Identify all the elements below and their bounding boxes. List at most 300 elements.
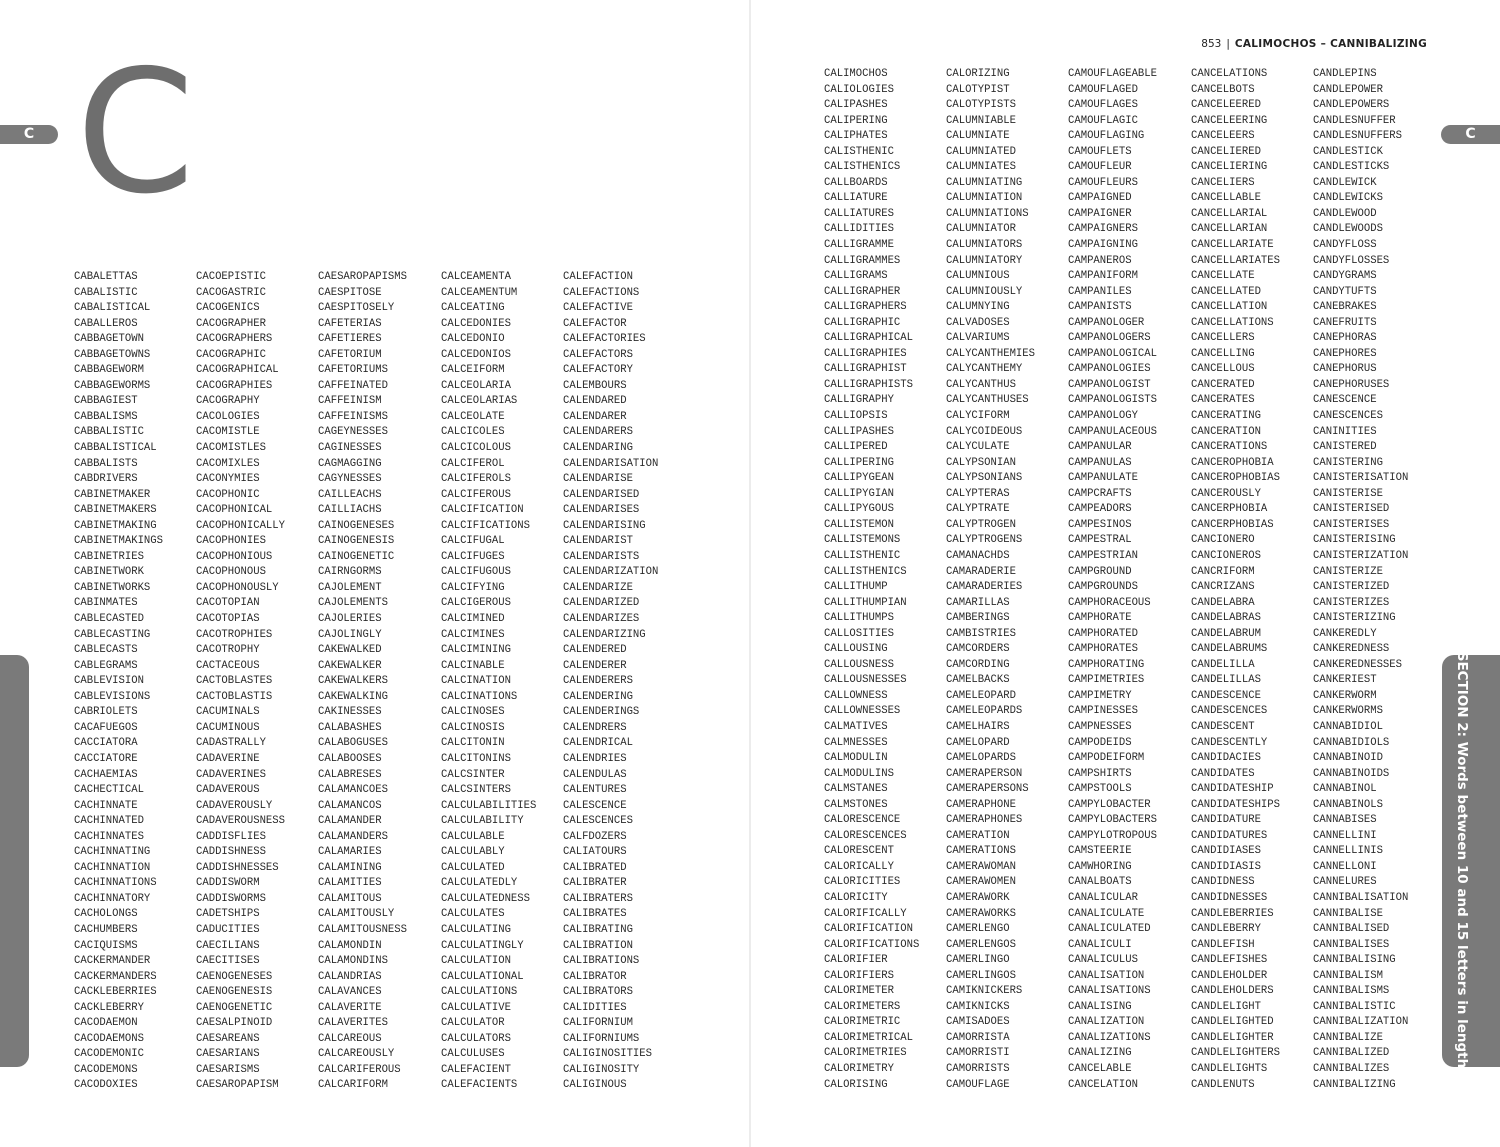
word-entry: CALCULATEDLY — [441, 877, 518, 890]
word-entry: CALAMARIES — [318, 846, 382, 859]
word-entry: CAMANACHDS — [946, 549, 1010, 562]
word-entry: CALCULATIONS — [441, 986, 518, 999]
word-entry: CALLITHUMP — [824, 581, 888, 594]
word-entry: CACOTOPIAS — [196, 613, 260, 626]
word-entry: CALAVERITE — [318, 1001, 382, 1014]
word-entry: CALIDITIES — [563, 1001, 627, 1014]
word-entry: CANNIBALIZING — [1313, 1078, 1396, 1091]
word-entry: CAMPHORATED — [1068, 627, 1138, 640]
word-entry: CANALISATIONS — [1068, 985, 1151, 998]
word-entry: CACOGASTRIC — [196, 286, 266, 299]
word-entry: CALESCENCES — [563, 815, 633, 828]
word-entry: CADDISHNESSES — [196, 861, 279, 874]
word-entry: CAESAREANS — [196, 1032, 260, 1045]
word-entry: CACHOLONGS — [74, 908, 138, 921]
word-entry: CALYCIFORM — [946, 410, 1010, 423]
word-entry: CACOTOPIAN — [196, 597, 260, 610]
word-entry: CAJOLERIES — [318, 613, 382, 626]
word-entry: CANNABINOL — [1313, 783, 1377, 796]
word-entry: CALIBRATES — [563, 908, 627, 921]
word-entry: CALCIMINING — [441, 644, 511, 657]
word-entry: CAMPAIGNERS — [1068, 223, 1138, 236]
word-entry: CABLECASTS — [74, 644, 138, 657]
word-entry: CALEFACTORY — [563, 364, 633, 377]
word-entry: CACHAEMIAS — [74, 768, 138, 781]
word-entry: CANCELLATION — [1191, 301, 1268, 314]
word-entry: CAMOUFLAGEABLE — [1068, 68, 1158, 80]
word-entry: CACOPHONIES — [196, 535, 266, 548]
word-entry: CANCELLATIONS — [1191, 316, 1274, 329]
word-entry: CALCULATED — [441, 861, 505, 874]
word-entry: CANCERPHOBIAS — [1191, 518, 1274, 531]
word-entry: CAMPANOLOGIST — [1068, 378, 1151, 391]
word-entry: CAMPYLOBACTER — [1068, 798, 1151, 811]
word-entry: CAESARISMS — [196, 1063, 260, 1076]
word-entry: CANDLEWICK — [1313, 176, 1377, 189]
word-entry: CANDLEWOOD — [1313, 207, 1377, 220]
word-entry: CALYPTROGENS — [946, 534, 1023, 547]
word-entry: CALORICITY — [824, 891, 888, 904]
word-entry: CALCEIFORM — [441, 364, 505, 377]
word-entry: CANISTERIZING — [1313, 612, 1396, 625]
word-entry: CACOPHONICAL — [196, 504, 273, 517]
word-entry: CANDIDATURES — [1191, 829, 1268, 842]
word-entry: CAMPESTRAL — [1068, 534, 1132, 547]
word-entry: CAMPHORATE — [1068, 612, 1132, 625]
word-entry: CAMPANULAR — [1068, 441, 1132, 454]
word-entry: CANDLEFISHES — [1191, 954, 1268, 967]
word-entry: CANDLEBERRIES — [1191, 907, 1274, 920]
word-entry: CAMERAWORK — [946, 891, 1010, 904]
word-entry: CALEFACTIONS — [563, 286, 640, 299]
word-entry: CAMPHORATES — [1068, 643, 1138, 656]
word-entry: CAKEWALKING — [318, 690, 388, 703]
word-entry: CALLIPYGIAN — [824, 487, 894, 500]
word-entry: CALCINATION — [441, 675, 511, 688]
word-entry: CANDELABRA — [1191, 596, 1255, 609]
word-entry: CANNELLINI — [1313, 829, 1377, 842]
word-entry: CALCIGEROUS — [441, 597, 511, 610]
word-entry: CAMOUFLEURS — [1068, 176, 1138, 189]
word-entry: CACKLEBERRY — [74, 1001, 144, 1014]
word-entry: CALLIGRAPHICAL — [824, 332, 914, 345]
word-entry: CALEMBOURS — [563, 379, 627, 392]
word-entry: CALEFACTORIES — [563, 333, 646, 346]
word-entry: CALCIMINES — [441, 628, 505, 641]
word-entry: CANCELIERING — [1191, 161, 1268, 174]
word-entry: CAMPANOLOGER — [1068, 316, 1145, 329]
word-entry: CANISTERISING — [1313, 534, 1396, 547]
word-entry: CALMNESSES — [824, 736, 888, 749]
word-entry: CACHINNATING — [74, 846, 151, 859]
word-entry: CALENDARISES — [563, 504, 640, 517]
word-entry: CADAVEROUSNESS — [196, 815, 286, 828]
word-entry: CAENOGENETIC — [196, 1001, 273, 1014]
word-entry: CAMPANISTS — [1068, 301, 1132, 314]
word-entry: CANINITIES — [1313, 425, 1377, 438]
word-entry: CALYPTERAS — [946, 487, 1010, 500]
word-entry: CALANDRIAS — [318, 970, 382, 983]
word-entry: CADDISFLIES — [196, 830, 266, 843]
word-entry: CABBALISTICAL — [74, 442, 157, 455]
word-entry: CALAMANCOES — [318, 784, 388, 797]
word-entry: CALUMNIATION — [946, 192, 1023, 205]
word-entry: CALIPASHES — [824, 99, 888, 112]
word-entry: CABBALISTIC — [74, 426, 144, 439]
word-entry: CAFFEINATED — [318, 379, 388, 392]
word-entry: CALCITONIN — [441, 737, 505, 750]
page-number: 853 — [1201, 38, 1222, 50]
word-entry: CANCELEERS — [1191, 130, 1255, 143]
word-entry: CALUMNIATORS — [946, 239, 1023, 252]
word-entry: CANCERATIONS — [1191, 441, 1268, 454]
word-entry: CALORIFIER — [824, 954, 888, 967]
word-entry: CACHINNATE — [74, 799, 138, 812]
word-column — [1191, 67, 1280, 1093]
word-entry: CANDLESTICK — [1313, 145, 1383, 158]
word-entry: CANALIZING — [1068, 1047, 1132, 1060]
word-entry: CACOTROPHY — [196, 644, 260, 657]
word-entry: CANCEROUSLY — [1191, 487, 1261, 500]
word-entry: CANCELABLE — [1068, 1063, 1132, 1075]
word-entry: CANNIBALIZED — [1313, 1047, 1390, 1060]
word-entry: CALCARIFEROUS — [318, 1063, 401, 1076]
section-thumb-tab-right — [1442, 655, 1500, 1067]
word-entry: CALENTURES — [563, 784, 627, 797]
word-entry: CALENDERING — [563, 690, 633, 703]
word-entry: CALAMONDINS — [318, 955, 388, 968]
word-entry: CANCEROPHOBIA — [1191, 456, 1274, 469]
word-entry: CAESPITOSELY — [318, 302, 395, 315]
word-entry: CADDISWORM — [196, 877, 260, 890]
word-entry: CALUMNIOUSLY — [946, 285, 1023, 298]
word-entry: CANDELABRAS — [1191, 612, 1261, 625]
word-entry: CALESCENCE — [563, 799, 627, 812]
word-entry: CALYCOIDEOUS — [946, 425, 1023, 438]
word-entry: CALLIGRAMMES — [824, 254, 901, 267]
word-entry: CALAMITOUSLY — [318, 908, 395, 921]
word-entry: CABRIOLETS — [74, 706, 138, 719]
word-entry: CALLISTEMONS — [824, 534, 901, 547]
word-entry: CACODAEMONS — [74, 1032, 144, 1045]
word-entry: CALCINOSIS — [441, 721, 505, 734]
word-entry: CAFETORIUM — [318, 348, 382, 361]
word-entry: CANALICULUS — [1068, 954, 1138, 967]
word-entry: CALENDARISED — [563, 488, 640, 501]
word-entry: CAMOUFLAGING — [1068, 130, 1145, 143]
word-entry: CANDESCENTLY — [1191, 736, 1268, 749]
word-entry: CALAMITIES — [318, 877, 382, 890]
word-entry: CALLIGRAPHIES — [824, 347, 907, 360]
word-entry: CAESPITOSE — [318, 286, 382, 299]
word-entry: CANCELLERS — [1191, 332, 1255, 345]
word-entry: CALENDARIZE — [563, 581, 633, 594]
word-entry: CANDIDIASES — [1191, 845, 1261, 858]
word-column — [1313, 67, 1408, 1093]
word-entry: CANISTERED — [1313, 441, 1377, 454]
word-entry: CAMERLENGO — [946, 923, 1010, 936]
word-entry: CANEPHORAS — [1313, 332, 1377, 345]
word-column — [196, 270, 285, 1094]
word-entry: CANCELLATE — [1191, 270, 1255, 283]
word-entry: CANNABIDIOL — [1313, 720, 1383, 733]
word-entry: CANCELLARIAN — [1191, 223, 1268, 236]
word-entry: CAILLEACHS — [318, 488, 382, 501]
word-entry: CABALETTAS — [74, 271, 138, 283]
word-entry: CAFETIERES — [318, 333, 382, 346]
word-entry: CANDLEWICKS — [1313, 192, 1383, 205]
word-entry: CANDLELIGHTED — [1191, 1016, 1274, 1029]
word-entry: CANDYFLOSSES — [1313, 254, 1390, 267]
word-entry: CAKEWALKER — [318, 659, 382, 672]
word-entry: CAMPANULACEOUS — [1068, 425, 1158, 438]
word-entry: CALIBRATER — [563, 877, 627, 890]
word-entry: CACCIATORE — [74, 752, 138, 765]
word-entry: CAFFEINISMS — [318, 410, 388, 423]
word-column — [318, 270, 407, 1094]
word-entry: CALLOWNESS — [824, 689, 888, 702]
word-entry: CAINOGENESIS — [318, 535, 395, 548]
word-entry: CANCELLARIAL — [1191, 207, 1268, 220]
word-entry: CAMPANOLOGICAL — [1068, 347, 1158, 360]
word-entry: CAMOUFLAGED — [1068, 83, 1138, 96]
word-entry: CALMATIVES — [824, 720, 888, 733]
word-entry: CAMERAPERSONS — [946, 783, 1029, 796]
word-entry: CANDYGRAMS — [1313, 270, 1377, 283]
word-entry: CALCITONINS — [441, 752, 511, 765]
word-entry: CACAFUEGOS — [74, 721, 138, 734]
word-entry: CAMELBACKS — [946, 674, 1010, 687]
word-entry: CALORIMETRIC — [824, 1016, 901, 1029]
word-entry: CALYCULATE — [946, 441, 1010, 454]
word-entry: CALLIGRAPHY — [824, 394, 894, 407]
word-entry: CANALICULATED — [1068, 923, 1151, 936]
word-entry: CABBAGIEST — [74, 395, 138, 408]
word-entry: CAMERAWORKS — [946, 907, 1016, 920]
word-entry: CACOGRAPHER — [196, 317, 266, 330]
word-entry: CALLISTHENICS — [824, 565, 907, 578]
word-entry: CAMPANILES — [1068, 285, 1132, 298]
word-entry: CALIBRATORS — [563, 986, 633, 999]
section-big-letter: C — [76, 34, 191, 232]
word-entry: CALENDARIZES — [563, 613, 640, 626]
word-entry: CALABRESES — [318, 768, 382, 781]
word-entry: CALLIPASHES — [824, 425, 894, 438]
word-entry: CANCERATES — [1191, 394, 1255, 407]
word-entry: CALORIMETRY — [824, 1063, 894, 1075]
word-entry: CALAMONDIN — [318, 939, 382, 952]
word-entry: CALCULATIONAL — [441, 970, 524, 983]
word-entry: CALAMANDER — [318, 815, 382, 828]
word-entry: CANDELABRUM — [1191, 627, 1261, 640]
word-entry: CANDLENUTS — [1191, 1078, 1255, 1091]
word-entry: CANALIZATION — [1068, 1016, 1145, 1029]
word-entry: CALIBRATED — [563, 861, 627, 874]
word-entry: CAMOUFLETS — [1068, 145, 1132, 158]
word-entry: CANCELEERED — [1191, 99, 1261, 112]
word-entry: CAMPANOLOGERS — [1068, 332, 1151, 345]
word-entry: CANCIONERO — [1191, 534, 1255, 547]
word-entry: CAMPANOLOGY — [1068, 410, 1138, 423]
word-entry: CALCIFUGOUS — [441, 566, 511, 579]
word-entry: CALMSTONES — [824, 798, 888, 811]
word-entry: CANDELABRUMS — [1191, 643, 1268, 656]
word-entry: CALCEATING — [441, 302, 505, 315]
word-entry: CALUMNYING — [946, 301, 1010, 314]
word-entry: CAJOLINGLY — [318, 628, 382, 641]
word-entry: CAMERAWOMEN — [946, 876, 1016, 889]
word-entry: CALYCANTHUSES — [946, 394, 1029, 407]
word-entry: CALLITHUMPS — [824, 612, 894, 625]
word-entry: CALIBRATIONS — [563, 955, 640, 968]
word-entry: CALCULATING — [441, 923, 511, 936]
word-entry: CALCIFICATIONS — [441, 519, 531, 532]
word-entry: CANDYTUFTS — [1313, 285, 1377, 298]
word-entry: CACTACEOUS — [196, 659, 260, 672]
word-entry: CAMPGROUND — [1068, 565, 1132, 578]
word-entry: CAMERAPERSON — [946, 767, 1023, 780]
word-entry: CALCULUSES — [441, 1048, 505, 1061]
word-entry: CAMBISTRIES — [946, 627, 1016, 640]
word-entry: CANCRIFORM — [1191, 565, 1255, 578]
word-entry: CANCELLING — [1191, 347, 1255, 360]
word-entry: CACODAEMON — [74, 1017, 138, 1030]
word-entry: CANNABINOLS — [1313, 798, 1383, 811]
word-entry: CAMOUFLAGE — [946, 1078, 1010, 1091]
word-entry: CANISTERIZED — [1313, 581, 1390, 594]
word-entry: CAFETORIUMS — [318, 364, 388, 377]
word-entry: CAMORRISTA — [946, 1031, 1010, 1044]
word-entry: CANALISING — [1068, 1000, 1132, 1013]
word-entry: CANDLEHOLDER — [1191, 969, 1268, 982]
word-entry: CABLEGRAMS — [74, 659, 138, 672]
word-entry: CALENDRICAL — [563, 737, 633, 750]
word-entry: CAMCORDERS — [946, 643, 1010, 656]
word-entry: CAMELEOPARD — [946, 689, 1016, 702]
word-entry: CALMSTANES — [824, 783, 888, 796]
word-entry: CABINMATES — [74, 597, 138, 610]
word-entry: CALIBRATERS — [563, 892, 633, 905]
word-entry: CAMIKNICKERS — [946, 985, 1023, 998]
word-entry: CAMSTEERIE — [1068, 845, 1132, 858]
word-entry: CALFDOZERS — [563, 830, 627, 843]
word-entry: CALLISTEMON — [824, 518, 894, 531]
word-entry: CALORESCENCE — [824, 814, 901, 827]
word-entry: CALENDRERS — [563, 721, 627, 734]
word-entry: CAINOGENESES — [318, 519, 395, 532]
word-entry: CACOGRAPHY — [196, 395, 260, 408]
word-entry: CANCERATING — [1191, 410, 1261, 423]
word-entry: CANNIBALIZE — [1313, 1031, 1383, 1044]
word-entry: CANISTERISES — [1313, 518, 1390, 531]
word-entry: CANALISATION — [1068, 969, 1145, 982]
word-entry: CAMIKNICKS — [946, 1000, 1010, 1013]
word-entry: CALORIMETER — [824, 985, 894, 998]
word-column — [441, 270, 536, 1094]
word-entry: CANALICULAR — [1068, 891, 1138, 904]
word-entry: CALLITHUMPIAN — [824, 596, 907, 609]
word-entry: CALLIGRAPHISTS — [824, 378, 914, 391]
word-entry: CALIGINOSITIES — [563, 1048, 653, 1061]
word-entry: CAMPANULATE — [1068, 472, 1138, 485]
word-entry: CALLOWNESSES — [824, 705, 901, 718]
word-entry: CACHECTICAL — [74, 784, 144, 797]
word-entry: CANISTERIZES — [1313, 596, 1390, 609]
word-entry: CALORIMETERS — [824, 1000, 901, 1013]
word-entry: CALYCANTHUS — [946, 378, 1016, 391]
word-entry: CALIBRATOR — [563, 970, 627, 983]
word-entry: CANESCENCES — [1313, 410, 1383, 423]
word-entry: CANNELLINIS — [1313, 845, 1383, 858]
word-entry: CALCEAMENTUM — [441, 286, 518, 299]
word-entry: CALCIFUGAL — [441, 535, 505, 548]
word-entry: CANDLELIGHTS — [1191, 1063, 1268, 1075]
section-thumb-tab-left — [0, 655, 29, 1067]
word-entry: CANISTERISE — [1313, 487, 1383, 500]
word-entry: CALLIGRAPHERS — [824, 301, 907, 314]
word-entry: CALENDARISE — [563, 473, 633, 486]
word-entry: CADAVEROUS — [196, 784, 260, 797]
word-entry: CALLIPYGEAN — [824, 472, 894, 485]
word-entry: CANDESCENCES — [1191, 705, 1268, 718]
word-entry: CANEFRUITS — [1313, 316, 1377, 329]
word-entry: CABLEVISIONS — [74, 690, 151, 703]
word-entry: CADAVERINE — [196, 752, 260, 765]
word-entry: CALLISTHENIC — [824, 549, 901, 562]
word-entry: CANDLEPOWERS — [1313, 99, 1390, 112]
word-entry: CAMISADOES — [946, 1016, 1010, 1029]
right-page — [750, 0, 1500, 1147]
word-entry: CALUMNIOUS — [946, 270, 1010, 283]
word-entry: CAMERLENGOS — [946, 938, 1016, 951]
word-entry: CALENDARISING — [563, 519, 646, 532]
word-entry: CANDLEWOODS — [1313, 223, 1383, 236]
word-entry: CALCIFYING — [441, 581, 505, 594]
word-entry: CACODOXIES — [74, 1079, 138, 1092]
word-entry: CANNABISES — [1313, 814, 1377, 827]
word-entry: CACODEMONS — [74, 1063, 138, 1076]
word-entry: CALEFACIENTS — [441, 1079, 518, 1092]
word-entry: CANDIDATURE — [1191, 814, 1261, 827]
word-entry: CALLIPERING — [824, 456, 894, 469]
word-entry: CAFETERIAS — [318, 317, 382, 330]
word-entry: CABLECASTING — [74, 628, 151, 641]
word-entry: CACIQUISMS — [74, 939, 138, 952]
word-entry: CANNELURES — [1313, 876, 1377, 889]
word-entry: CALENDARING — [563, 442, 633, 455]
word-entry: CAMORRISTS — [946, 1063, 1010, 1075]
word-entry: CACOGRAPHERS — [196, 333, 273, 346]
word-entry: CACOEPISTIC — [196, 271, 266, 283]
word-entry: CAMPINESSES — [1068, 705, 1138, 718]
word-entry: CANCELLATED — [1191, 285, 1261, 298]
word-entry: CACTOBLASTIS — [196, 690, 273, 703]
word-entry: CACOTROPHIES — [196, 628, 273, 641]
word-entry: CALLIGRAPHER — [824, 285, 901, 298]
word-entry: CALENDARISTS — [563, 550, 640, 563]
word-entry: CAMPANOLOGIES — [1068, 363, 1151, 376]
word-entry: CALCEOLARIAS — [441, 395, 518, 408]
word-entry: CAMERLINGO — [946, 954, 1010, 967]
word-entry: CALORIFICATIONS — [824, 938, 920, 951]
word-entry: CALENDARIST — [563, 535, 633, 548]
word-entry: CANCERATION — [1191, 425, 1261, 438]
word-entry: CALENDERED — [563, 644, 627, 657]
word-entry: CANNABINOID — [1313, 752, 1383, 765]
word-entry: CALLIGRAMS — [824, 270, 888, 283]
word-entry: CANDIDNESSES — [1191, 891, 1268, 904]
word-entry: CANISTERISED — [1313, 503, 1390, 516]
